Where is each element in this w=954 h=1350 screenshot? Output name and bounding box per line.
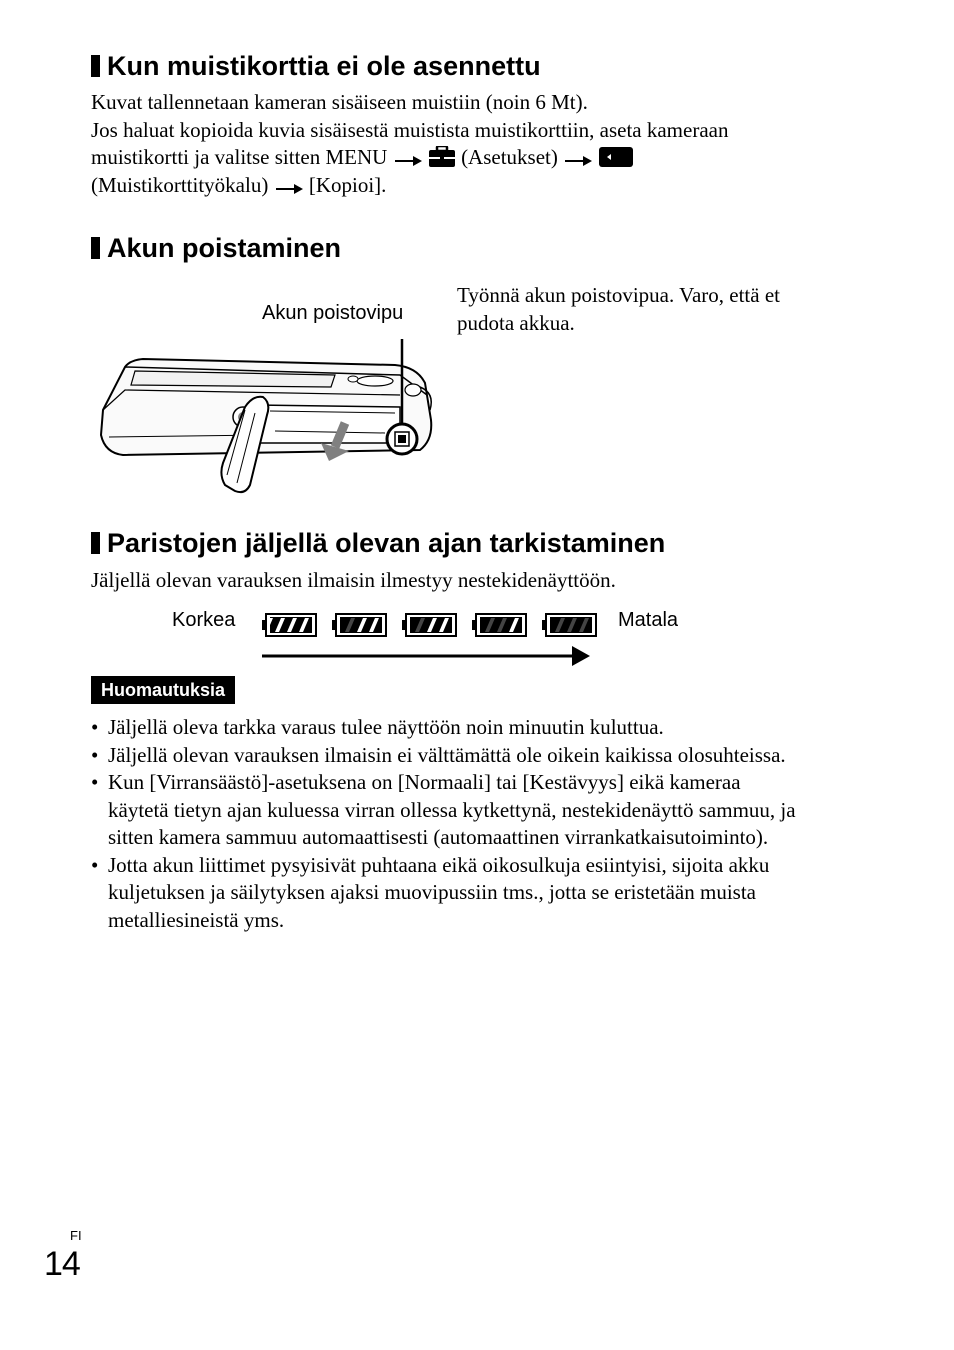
section1-line1: Kuvat tallennetaan kameran sisäiseen muistiin (noin 6 Mt). — [91, 90, 588, 114]
section2-text — [457, 282, 780, 337]
camera-battery-illustration — [95, 335, 440, 500]
lever-label: Akun poistovipu — [262, 302, 404, 324]
toolbox-settings-icon — [428, 146, 456, 168]
arrow-right-icon — [563, 154, 593, 168]
heading-marker — [91, 237, 100, 259]
section-heading-memory-card: Kun muistikorttia ei ole asennettu — [91, 50, 541, 82]
label-low: Matala — [618, 609, 679, 631]
arrow-right-icon — [393, 154, 423, 168]
page-number: 14 — [44, 1245, 80, 1283]
battery-level-icon — [402, 612, 458, 638]
section-heading-battery-removal: Akun poistaminen — [91, 232, 341, 264]
high-to-low-arrow — [262, 645, 592, 667]
memory-card-tool-icon — [598, 146, 634, 168]
section1-line3: muistikortti ja valitse sitten MENU (Asetukset) — [91, 144, 728, 172]
language-code: FI — [70, 1228, 82, 1243]
battery-level-icon — [262, 612, 318, 638]
list-item: • Kun [Virransäästö]-asetuksena on [Normaali] tai [Kestävyys] eikä kameraa käytetä tietyn ajan kuluessa virran ollessa kytkettynä, nestekidenäyttö sammuu, ja sitten kamera sammuu automaattisesti (automaattinen virrankatkaisutoiminto). — [91, 769, 871, 852]
section2-line1: Työnnä akun poistovipua. Varo, että et — [457, 283, 780, 307]
notes-list — [91, 714, 871, 934]
heading-marker — [91, 55, 100, 77]
section1-line4: (Muistikorttityökalu) [Kopioi]. — [91, 172, 387, 197]
section1-text — [91, 89, 728, 199]
label-high: Korkea — [172, 609, 236, 631]
section-heading-battery-check: Paristojen jäljellä olevan ajan tarkistaminen — [91, 527, 665, 559]
battery-level-icon — [472, 612, 528, 638]
arrow-right-icon — [274, 182, 304, 196]
section2-line2: pudota akkua. — [457, 310, 575, 335]
section3-intro: Jäljellä olevan varauksen ilmaisin ilmestyy nestekidenäyttöön. — [91, 568, 616, 592]
notes-heading: Huomautuksia — [91, 676, 235, 704]
battery-level-icon — [332, 612, 388, 638]
battery-level-icon — [542, 612, 598, 638]
battery-indicator-row — [262, 612, 602, 640]
list-item: • Jotta akun liittimet pysyisivät puhtaana eikä oikosulkuja esiintyisi, sijoita akku kuljetuksen ja säilytyksen ajaksi muovipussiin tms., jotta se eristetään muista metalliesineistä yms. — [91, 852, 871, 935]
section1-line2: Jos haluat kopioida kuvia sisäisestä muistista muistikorttiin, aseta kameraan — [91, 117, 729, 142]
heading-marker — [91, 532, 100, 554]
list-item: • Jäljellä olevan varauksen ilmaisin ei välttämättä ole oikein kaikissa olosuhteissa. — [91, 742, 871, 770]
list-item: • Jäljellä oleva tarkka varaus tulee näyttöön noin minuutin kuluttua. — [91, 714, 871, 742]
